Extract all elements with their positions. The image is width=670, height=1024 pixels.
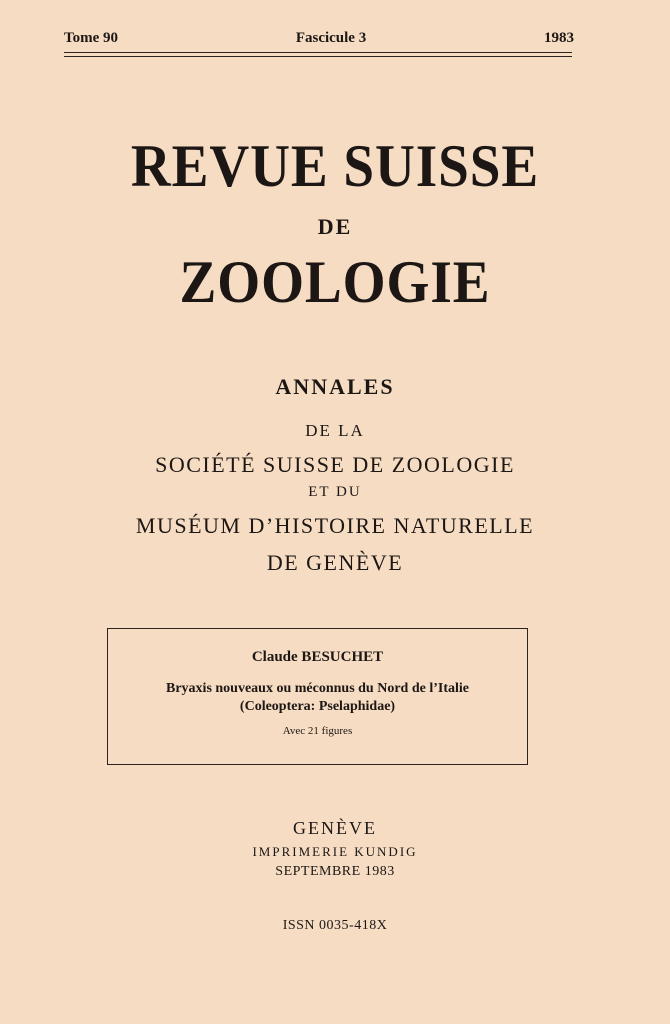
journal-title-connector: DE xyxy=(317,214,353,239)
year-label: 1983 xyxy=(544,30,574,46)
journal-title-line2: ZOOLOGIE xyxy=(179,249,491,315)
imprint-printer: IMPRIMERIE KUNDIG xyxy=(252,844,418,859)
et-du-text: ET DU xyxy=(308,484,362,500)
article-title xyxy=(108,680,527,716)
de-la-text: DE LA xyxy=(305,421,365,440)
annales-heading: ANNALES xyxy=(275,374,395,399)
museum-city: DE GENÈVE xyxy=(266,550,404,575)
article-author: Claude BESUCHET xyxy=(251,649,384,665)
article-title-line2: (Coleoptera: Pselaphidae) xyxy=(239,699,396,714)
article-box xyxy=(107,628,528,765)
fascicule-label: Fascicule 3 xyxy=(295,30,367,46)
journal-title-line1: REVUE SUISSE xyxy=(130,133,540,199)
cover-header xyxy=(64,30,574,47)
societe-name: SOCIÉTÉ SUISSE DE ZOOLOGIE xyxy=(155,452,515,477)
issn-number: ISSN 0035-418X xyxy=(282,918,388,933)
tome-label: Tome 90 xyxy=(64,30,119,46)
article-title-line1: Bryaxis nouveaux ou méconnus du Nord de l’Italie xyxy=(166,681,469,696)
figures-note: Avec 21 figures xyxy=(282,725,353,737)
imprint-date: SEPTEMBRE 1983 xyxy=(275,864,395,879)
header-double-rule xyxy=(64,52,572,57)
imprint-city: GENÈVE xyxy=(293,818,377,838)
museum-name: MUSÉUM D’HISTOIRE NATURELLE xyxy=(135,513,535,538)
